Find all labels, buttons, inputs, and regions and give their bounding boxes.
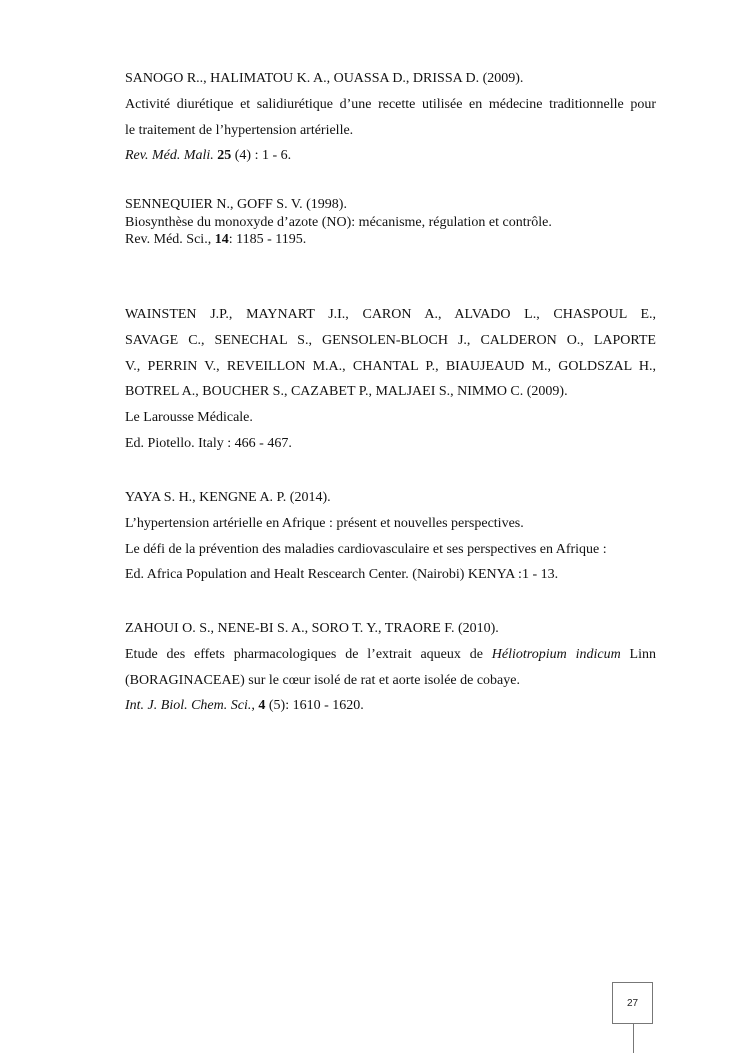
reference-authors: ZAHOUI O. S., NENE-BI S. A., SORO T. Y., TRAORE F. (2010). [125, 621, 499, 636]
title-text: Linn [620, 646, 656, 662]
journal-name: Rev. Méd. Mali. [125, 148, 214, 164]
reference-title-line: le traitement de l’hypertension artérielle. [125, 122, 354, 138]
species-name: Héliotropium indicum [491, 646, 621, 662]
journal-pages: (4) : 1 - 6. [231, 148, 292, 164]
reference-publisher: Ed. Africa Population and Healt Rescearch Center. (Nairobi) KENYA :1 - 13. [125, 567, 559, 583]
journal-volume: 4 [258, 698, 266, 714]
reference-sennequier [125, 196, 656, 249]
reference-title-line: Le défi de la prévention des maladies cardiovasculaire et ses perspectives en Afrique : [125, 541, 607, 557]
page-number: 27 [626, 997, 639, 1009]
title-text: Etude des effets pharmacologiques de l’extrait aqueux de [125, 646, 492, 662]
journal-pages: (5): 1610 - 1620. [265, 698, 364, 714]
reference-title-line: (BORAGINACEAE) sur le cœur isolé de rat et aorte isolée de cobaye. [125, 672, 520, 688]
page-number-divider [633, 1024, 634, 1053]
reference-authors-line: SAVAGE C., SENECHAL S., GENSOLEN-BLOCH J., CALDERON O., LAPORTE [125, 332, 656, 348]
reference-title-line: Le Larousse Médicale. [125, 410, 253, 426]
journal-volume: 25 [217, 148, 232, 164]
journal-volume: 14 [214, 232, 229, 247]
reference-source [125, 693, 656, 719]
journal-name: Int. J. Biol. Chem. Sci., [125, 698, 255, 714]
reference-title-line: L’hypertension artérielle en Afrique : présent et nouvelles perspectives. [125, 515, 524, 531]
reference-title-line: Activité diurétique et salidiurétique d’une recette utilisée en médecine traditionnelle pour [125, 96, 656, 112]
reference-sanogo [125, 66, 656, 169]
reference-authors-line: BOTREL A., BOUCHER S., CAZABET P., MALJAEI S., NIMMO C. (2009). [125, 384, 568, 400]
reference-authors: SANOGO R.., HALIMATOU K. A., OUASSA D., DRISSA D. (2009). [125, 71, 524, 86]
reference-authors-line: WAINSTEN J.P., MAYNART J.I., CARON A., ALVADO L., CHASPOUL E., [125, 307, 656, 322]
reference-wainsten [125, 302, 656, 457]
reference-title-line [125, 642, 656, 668]
journal-name: Rev. Méd. Sci., [125, 232, 215, 247]
reference-authors: YAYA S. H., KENGNE A. P. (2014). [125, 490, 331, 505]
journal-pages: : 1185 - 1195. [228, 232, 307, 247]
reference-source [125, 143, 656, 169]
reference-yaya [125, 485, 656, 588]
reference-source [125, 231, 656, 249]
reference-publisher: Ed. Piotello. Italy : 466 - 467. [125, 435, 292, 451]
reference-authors: SENNEQUIER N., GOFF S. V. (1998). [125, 197, 347, 212]
reference-title-line: Biosynthèse du monoxyde d’azote (NO): mécanisme, régulation et contrôle. [125, 214, 552, 230]
reference-authors-line: V., PERRIN V., REVEILLON M.A., CHANTAL P., BIAUJEAUD M., GOLDSZAL H., [125, 358, 656, 374]
reference-zahoui [125, 616, 656, 719]
page-number-box [612, 982, 653, 1024]
